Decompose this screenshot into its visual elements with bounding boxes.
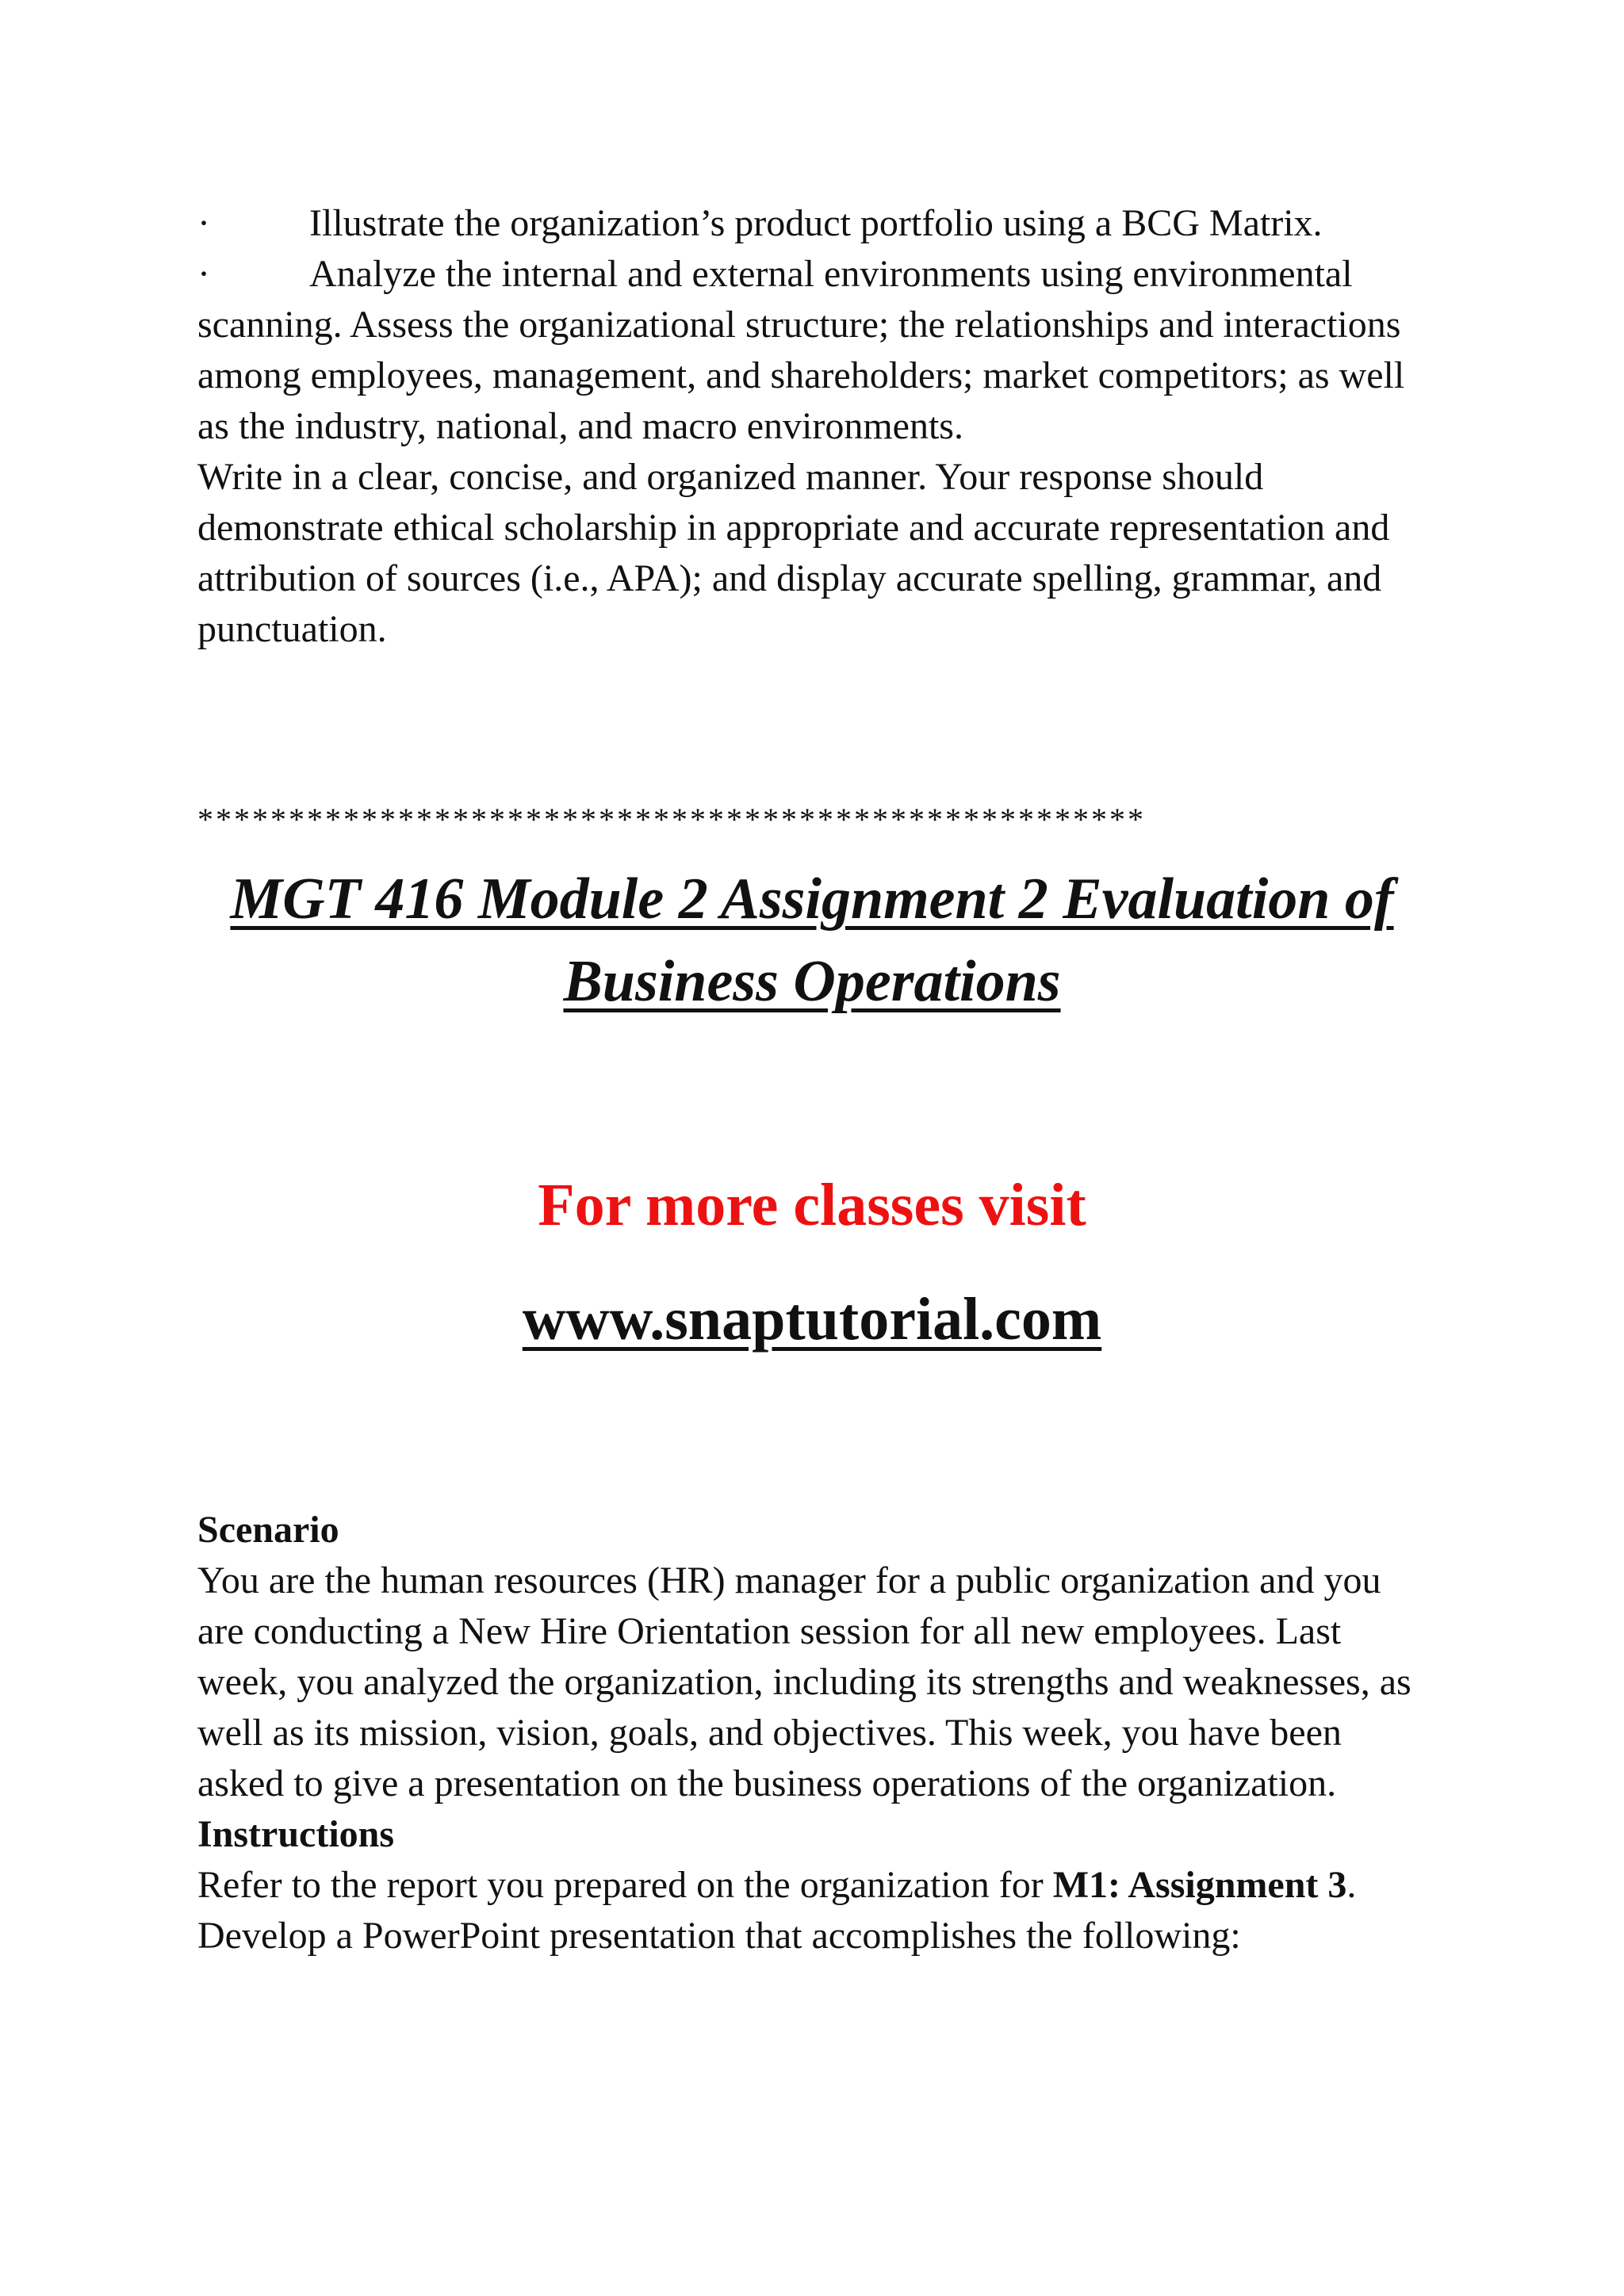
scenario-text: You are the human resources (HR) manager for a public organization and you are conducting a New Hire Orientation session for all new employees. Last week, you analyzed the organization, including its strengths and weaknesses, as well as its mission, vision, goals, and objectives. This week, you have been asked to give a presentation on the business operations of the organization. (197, 1559, 1411, 1804)
instructions-text (197, 1860, 1434, 1911)
instructions-heading: Instructions (197, 1813, 395, 1855)
page-title: MGT 416 Module 2 Assignment 2 Evaluation of Business Operations (230, 867, 1394, 1014)
scenario-heading: Scenario (197, 1509, 339, 1551)
instructions-period: . (1346, 1864, 1357, 1906)
scenario-section (197, 1505, 1434, 1961)
bullet-item-analyze (197, 249, 1434, 452)
separator-line: **************************************************** (197, 802, 1146, 837)
website-link[interactable]: www.snaptutorial.com (522, 1286, 1102, 1353)
assignment-reference: M1: Assignment 3 (1052, 1864, 1347, 1906)
instructions-line2: Develop a PowerPoint presentation that accomplishes the following: (197, 1915, 1241, 1957)
bullet-item-bcg (197, 198, 1434, 249)
bullet-symbol: · (197, 253, 210, 295)
bullet-text: Illustrate the organization’s product portfolio using a BCG Matrix. (309, 202, 1323, 244)
bullet-symbol: · (197, 202, 210, 244)
instructions-lead: Refer to the report you prepared on the organization for (197, 1864, 1053, 1906)
closing-paragraph: Write in a clear, concise, and organized manner. Your response should demonstrate ethical scholarship in appropriate and accurate representation and attribution of sources (i.e., APA); and display accurate spelling, grammar, and punctuation. (197, 456, 1390, 650)
bullet-text: Analyze the internal and external environments using environmental scanning. Assess the organizational structure; the relationships and interactions among employees, management, and shareholders; market competitors; as well as the industry, national, and macro environments. (197, 253, 1405, 447)
promo-text: For more classes visit (538, 1172, 1086, 1238)
top-text-block (197, 198, 1434, 655)
